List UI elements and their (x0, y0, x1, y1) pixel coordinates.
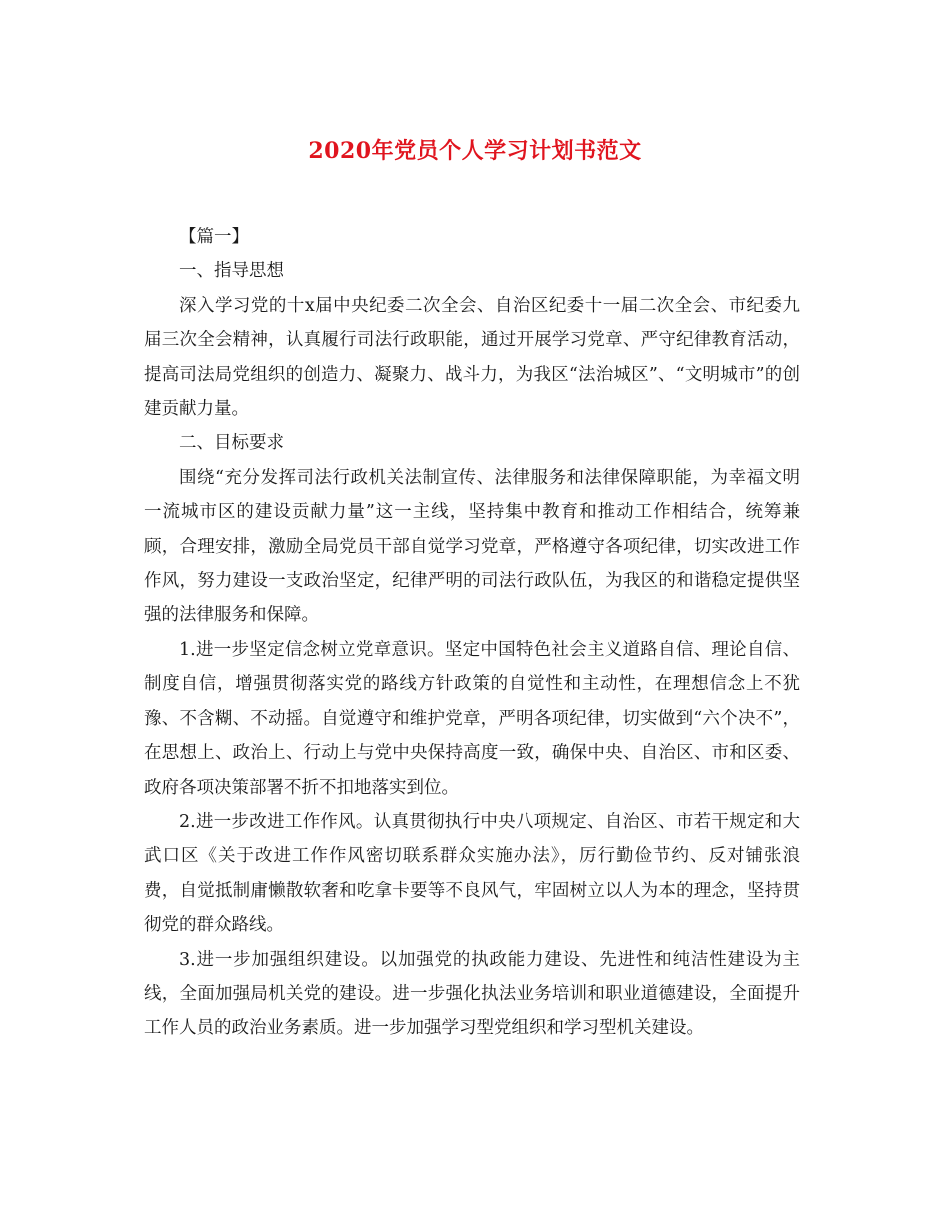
document-body (144, 220, 800, 1046)
heading-goals: 二、目标要求 (179, 433, 284, 454)
list-item-3: 3.进一步加强组织建设。以加强党的执政能力建设、先进性和纯洁性建设为主线，全面加强局机关党的建设。进一步强化执法业务培训和职业道德建设，全面提升工作人员的政治业务素质。进一步加强学习型党组织和学习型机关建设。 (144, 949, 800, 1039)
heading-guiding-thought: 一、指导思想 (179, 261, 284, 282)
paragraph-goals: 围绕“充分发挥司法行政机关法制宣传、法律服务和法律保障职能，为幸福文明一流城市区的建设贡献力量”这一主线，坚持集中教育和推动工作相结合，统筹兼顾，合理安排，激励全局党员干部自觉学习党章，严格遵守各项纪律，切实改进工作作风，努力建设一支政治坚定，纪律严明的司法行政队伍，为我区的和谐稳定提供坚强的法律服务和保障。 (144, 467, 800, 626)
list-item-1: 1.进一步坚定信念树立党章意识。坚定中国特色社会主义道路自信、理论自信、制度自信，增强贯彻落实党的路线方针政策的自觉性和主动性，在理想信念上不犹豫、不含糊、不动摇。自觉遵守和维护党章，严明各项纪律，切实做到“六个决不”，在思想上、政治上、行动上与党中央保持高度一致，确保中央、自治区、市和区委、政府各项决策部署不折不扣地落实到位。 (144, 639, 800, 798)
list-item-2: 2.进一步改进工作作风。认真贯彻执行中央八项规定、自治区、市若干规定和大武口区《关于改进工作作风密切联系群众实施办法》，厉行勤俭节约、反对铺张浪费，自觉抵制庸懒散软奢和吃拿卡要等不良风气，牢固树立以人为本的理念，坚持贯彻党的群众路线。 (144, 811, 800, 936)
section-heading: 【篇一】 (179, 227, 249, 247)
paragraph-guiding-thought: 深入学习党的十x届中央纪委二次全会、自治区纪委十一届二次全会、市纪委九届三次全会精神，认真履行司法行政职能，通过开展学习党章、严守纪律教育活动，提高司法局党组织的创造力、凝聚力、战斗力，为我区“法治城区”、“文明城市”的创建贡献力量。 (144, 295, 800, 420)
document-title: 2020年党员个人学习计划书范文 (308, 138, 642, 164)
